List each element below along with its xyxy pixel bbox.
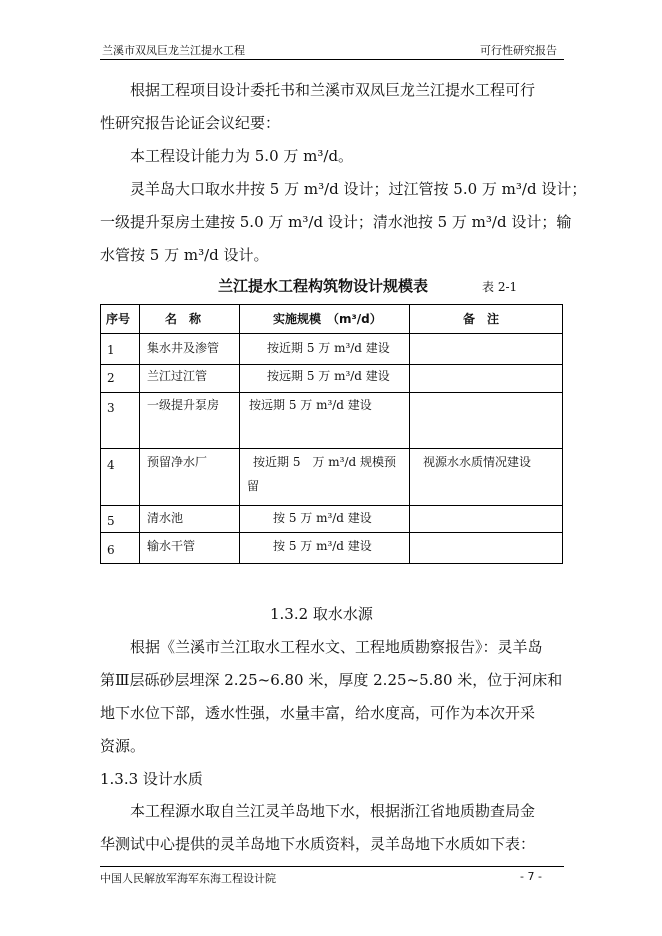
table-col-divider (139, 305, 140, 563)
intro-line: 性研究报告论证会议纪要： (100, 114, 281, 132)
body-line: 本工程源水取自兰江灵羊岛地下水，根据浙江省地质勘查局金 (130, 802, 536, 820)
table-cell-scale: 按近期 5 万 m³/d 规模预 (253, 455, 396, 469)
body-line: 地下水位下部，透水性强，水量丰富，给水度高，可作为本次开采 (100, 704, 536, 722)
header-report-type: 可行性研究报告 (480, 44, 557, 57)
intro-line: 灵羊岛大口取水井按 5 万 m³/d 设计；过江管按 5.0 万 m³/d 设计； (130, 180, 587, 198)
table-cell-name: 兰江过江管 (147, 369, 208, 383)
header-project-title: 兰溪市双凤巨龙兰江提水工程 (102, 44, 245, 57)
section-heading-132: 1.3.2 取水水源 (270, 605, 373, 623)
footer-organization: 中国人民解放军海军东海工程设计院 (100, 872, 276, 885)
header-rule (100, 59, 564, 60)
table-row-divider (101, 505, 562, 506)
section-heading-133: 1.3.3 设计水质 (100, 770, 203, 788)
table-row-divider (101, 364, 562, 365)
table-header-no: 序号 (106, 312, 131, 326)
table-cell-scale: 按 5 万 m³/d 建设 (273, 511, 372, 525)
footer-page-number: - 7 - (520, 870, 542, 883)
intro-line: 一级提升泵房土建按 5.0 万 m³/d 设计；清水池按 5 万 m³/d 设计；输 (100, 213, 572, 231)
body-line: 第Ⅲ层砾砂层埋深 2.25~6.80 米，厚度 2.25~5.80 米，位于河床和 (100, 671, 563, 689)
table-cell-name: 清水池 (147, 511, 184, 525)
table-cell-no: 2 (107, 371, 115, 385)
table-row-divider (101, 392, 562, 393)
design-scale-table (100, 304, 563, 564)
table-cell-no: 3 (107, 401, 115, 415)
table-cell-no: 1 (107, 343, 115, 357)
table-cell-scale-wrap: 留 (247, 479, 260, 493)
table-header-scale: 实施规模 （m³/d） (273, 312, 382, 326)
body-line: 资源。 (100, 737, 146, 755)
table-col-divider (409, 305, 410, 563)
table-cell-no: 5 (107, 514, 115, 528)
table-row-divider (101, 448, 562, 449)
intro-line: 根据工程项目设计委托书和兰溪市双凤巨龙兰江提水工程可行 (130, 81, 536, 99)
body-line: 根据《兰溪市兰江取水工程水文、工程地质勘察报告》：灵羊岛 (130, 638, 543, 656)
table-cell-scale: 按远期 5 万 m³/d 建设 (267, 369, 390, 383)
table-cell-scale: 按远期 5 万 m³/d 建设 (249, 398, 372, 412)
table-header-name: 名 称 (165, 312, 202, 326)
table-cell-scale: 按 5 万 m³/d 建设 (273, 539, 372, 553)
table-cell-scale: 按近期 5 万 m³/d 建设 (267, 341, 390, 355)
table-title: 兰江提水工程构筑物设计规模表 (218, 277, 429, 295)
footer-rule (100, 866, 564, 867)
body-line: 华测试中心提供的灵羊岛地下水质资料，灵羊岛地下水质如下表： (100, 835, 536, 853)
table-cell-name: 集水井及渗管 (147, 341, 220, 355)
table-cell-note: 视源水水质情况建设 (423, 455, 532, 469)
table-number: 表 2-1 (482, 280, 518, 294)
table-row-divider (101, 532, 562, 533)
table-cell-no: 6 (107, 543, 115, 557)
table-header-note: 备 注 (463, 312, 500, 326)
table-cell-name: 输水干管 (147, 539, 196, 553)
table-cell-no: 4 (107, 458, 115, 472)
table-col-divider (239, 305, 240, 563)
intro-line: 本工程设计能力为 5.0 万 m³/d。 (130, 147, 354, 165)
intro-line: 水管按 5 万 m³/d 设计。 (100, 246, 269, 264)
table-cell-name: 一级提升泵房 (147, 398, 220, 412)
table-row-divider (101, 333, 562, 334)
table-cell-name: 预留净水厂 (147, 455, 208, 469)
